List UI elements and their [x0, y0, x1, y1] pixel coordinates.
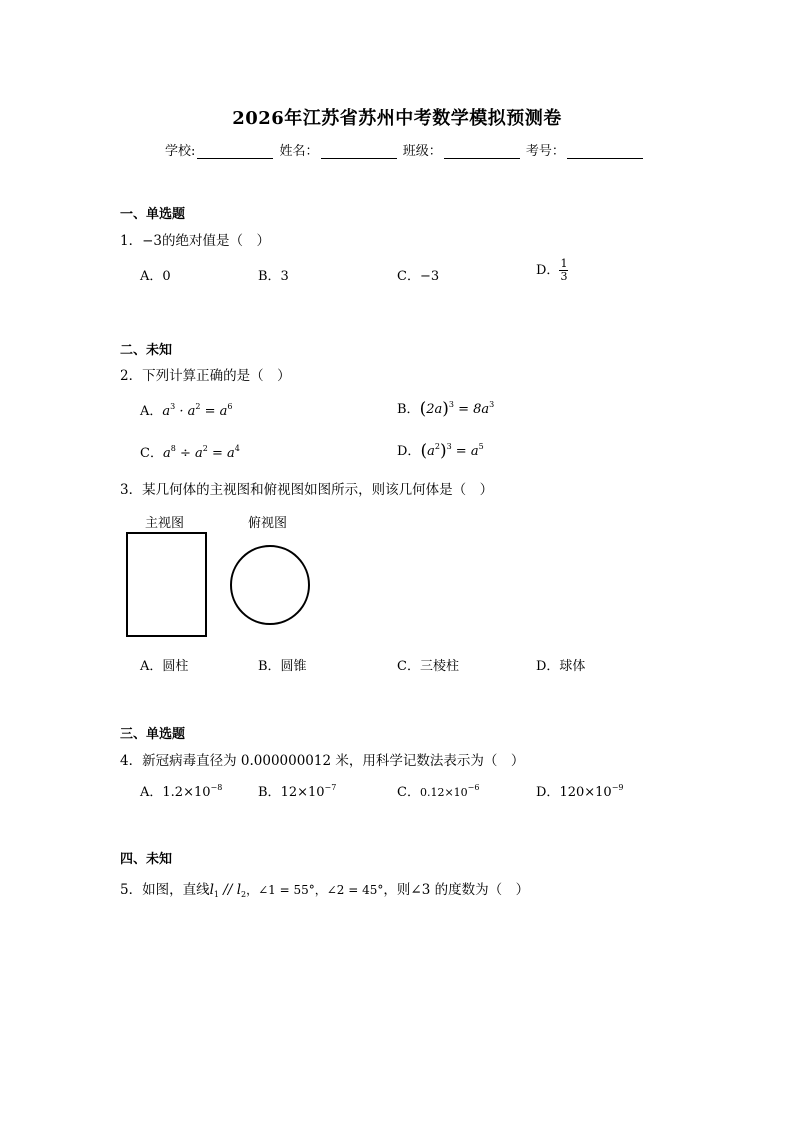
question-2-option-d[interactable]: D．$(a^2)^3 = a^5$ — [397, 441, 484, 461]
school-label: 学校: — [165, 144, 196, 159]
expr-d: $(a^2)^3 = a^5$ — [420, 441, 484, 461]
expr-4c: $0.12\times 10^{-6}$ — [419, 783, 480, 799]
question-2-stem: 2．下列计算正确的是（ ） — [120, 368, 291, 384]
question-3-stem: 3．某几何体的主视图和俯视图如图所示，则该几何体是（ ） — [120, 482, 494, 498]
front-view-rectangle — [127, 533, 206, 636]
expr-c: $a^8 \div a^2 = a^4$ — [162, 444, 240, 461]
top-view-label: 俯视图 — [248, 516, 288, 531]
question-4-option-b[interactable]: B．$12\times 10^{-7}$ — [258, 783, 337, 800]
question-4-stem: 4．新冠病毒直径为 0.000000012 米，用科学记数法表示为（ ） — [120, 753, 525, 769]
question-5-stem: 5．如图，直线$l_1 // l_2$，∠1 = 55°，∠2 = 45°，则∠3 的度数为（ ） — [120, 882, 530, 899]
question-3-option-b[interactable]: B．圆锥 — [258, 659, 307, 674]
expr-angles: ，∠1 = 55°，∠2 = 45° — [246, 883, 384, 897]
question-1-stem: 1．−3的绝对值是（ ） — [120, 233, 270, 249]
section-heading-2: 二、未知 — [120, 343, 173, 358]
name-blank[interactable] — [321, 146, 397, 159]
examno-label: 考号： — [525, 144, 565, 159]
examno-blank[interactable] — [567, 146, 643, 159]
school-blank[interactable] — [197, 146, 273, 159]
section-heading-1: 一、单选题 — [120, 207, 186, 222]
expr-4d: $120\times 10^{-9}$ — [559, 783, 624, 800]
question-1-option-d[interactable] — [536, 258, 568, 283]
question-4-option-d[interactable]: D．$120\times 10^{-9}$ — [536, 783, 624, 800]
front-view-label: 主视图 — [145, 516, 185, 531]
student-info-line — [165, 140, 645, 159]
three-view-figure — [120, 525, 320, 645]
expr-parallel-lines: $l_1 // l_2$ — [209, 882, 247, 899]
expr-4a: $1.2\times 10^{-8}$ — [162, 783, 223, 800]
class-blank[interactable] — [444, 146, 520, 159]
page-title: 2026年江苏省苏州中考数学模拟预测卷 — [232, 108, 562, 129]
class-label: 班级： — [402, 144, 442, 159]
expr-a: $a^3 \cdot a^2 = a^6$ — [162, 402, 233, 419]
section-heading-3: 三、单选题 — [120, 727, 186, 742]
top-view-circle — [231, 546, 309, 624]
question-2-option-a[interactable]: A．$a^3 \cdot a^2 = a^6$ — [140, 402, 233, 419]
question-3-option-c[interactable]: C．三棱柱 — [397, 659, 459, 674]
expr-4b: $12\times 10^{-7}$ — [280, 783, 337, 800]
question-1-option-c[interactable]: C．−3 — [397, 269, 440, 284]
section-heading-4: 四、未知 — [120, 852, 173, 867]
question-4-option-a[interactable]: A．$1.2\times 10^{-8}$ — [140, 783, 223, 800]
expr-b: $(2a)^3 = 8a^3$ — [419, 399, 495, 419]
fraction-one-third: $\frac{1}{3}$ — [560, 257, 568, 283]
question-1-option-b[interactable]: B．3 — [258, 269, 289, 284]
option-d-label: D． — [536, 263, 560, 278]
question-4-option-c[interactable]: C．$0.12\times 10^{-6}$ — [397, 783, 480, 800]
question-3-option-d[interactable]: D．球体 — [536, 659, 586, 674]
question-2-option-b[interactable]: B．$(2a)^3 = 8a^3$ — [397, 399, 495, 419]
question-1-option-a[interactable]: A．0 — [140, 269, 171, 284]
name-label: 姓名： — [279, 144, 319, 159]
question-3-option-a[interactable]: A．圆柱 — [140, 659, 189, 674]
question-2-option-c[interactable]: C．$a^8 \div a^2 = a^4$ — [140, 444, 240, 461]
